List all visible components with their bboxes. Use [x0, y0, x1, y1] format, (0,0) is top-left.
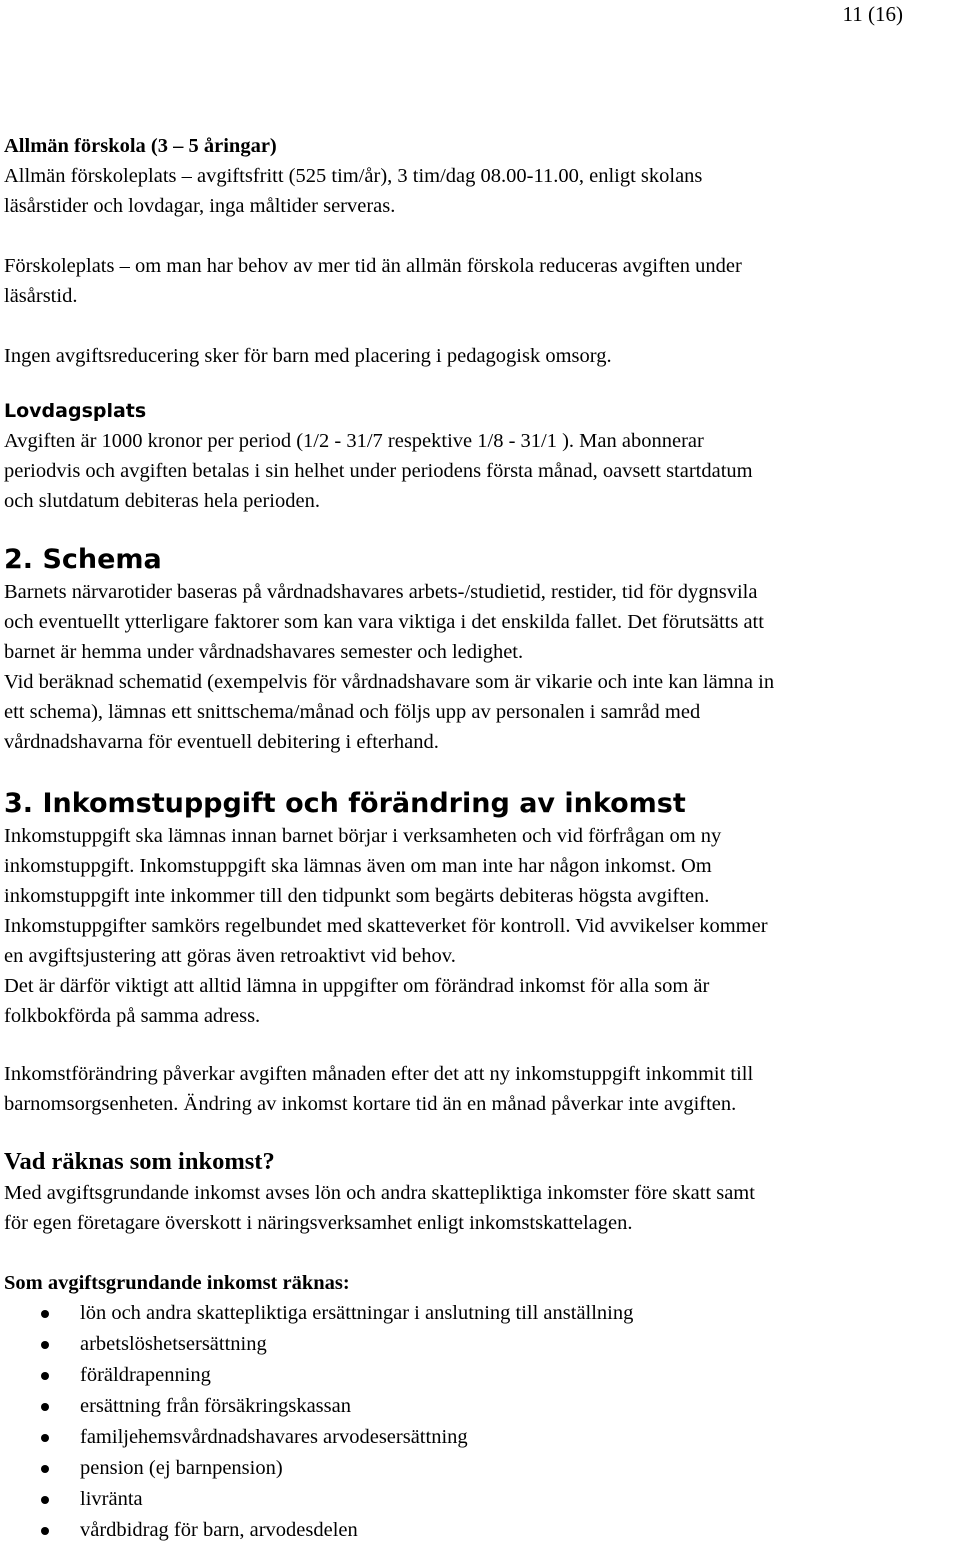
text-line: barnet är hemma under vårdnadshavares semester och ledighet.: [4, 641, 524, 663]
heading-inkomstuppgift: 3. Inkomstuppgift och förändring av inkomst: [4, 788, 686, 819]
text-line: Avgiften är 1000 kronor per period (1/2 - 31/7 respektive 1/8 - 31/1 ). Man abonnerar: [4, 430, 704, 452]
text-line: Inkomstuppgift ska lämnas innan barnet börjar i verksamheten och vid förfrågan om ny: [4, 825, 722, 847]
list-item-label: vårdbidrag för barn, arvodesdelen: [80, 1519, 358, 1541]
text-line: Förskoleplats – om man har behov av mer tid än allmän förskola reduceras avgiften under: [4, 255, 742, 277]
list-item-label: ersättning från försäkringskassan: [80, 1395, 351, 1417]
text-line: ett schema), lämnas ett snittschema/månad och följs upp av personalen i samråd med: [4, 701, 701, 723]
heading-schema: 2. Schema: [4, 544, 162, 575]
text-line: vårdnadshavarna för eventuell debitering i efterhand.: [4, 731, 439, 753]
text-line: och eventuellt ytterligare faktorer som kan vara viktiga i det enskilda fallet. Det förutsätts att: [4, 611, 764, 633]
list-item-label: föräldrapenning: [80, 1364, 211, 1386]
list-item: [4, 1422, 960, 1453]
text-line: för egen företagare överskott i näringsverksamhet enligt inkomstskattelagen.: [4, 1212, 633, 1234]
list-item-label: arbetslöshetsersättning: [80, 1333, 267, 1355]
bullet-icon: [41, 1496, 49, 1504]
list-item-label: familjehemsvårdnadshavares arvodesersättning: [80, 1426, 468, 1448]
text-line: barnomsorgsenheten. Ändring av inkomst kortare tid än en månad påverkar inte avgiften.: [4, 1093, 737, 1115]
list-item-label: livränta: [80, 1488, 143, 1510]
text-line: läsårstid.: [4, 285, 78, 307]
heading-som-avgiftsgrundande: Som avgiftsgrundande inkomst räknas:: [4, 1272, 350, 1294]
list-item: [4, 1329, 960, 1360]
bullet-icon: [41, 1434, 49, 1442]
list-item: [4, 1515, 960, 1546]
heading-allman-forskola: Allmän förskola (3 – 5 åringar): [4, 135, 277, 157]
list-item: [4, 1484, 960, 1515]
page-number: 11 (16): [842, 2, 903, 26]
bullet-icon: [41, 1465, 49, 1473]
text-line: Det är därför viktigt att alltid lämna in uppgifter om förändrad inkomst för alla som är: [4, 975, 710, 997]
text-line: en avgiftsjustering att göras även retroaktivt vid behov.: [4, 945, 456, 967]
text-line: och slutdatum debiteras hela perioden.: [4, 490, 320, 512]
text-line: folkbokförda på samma adress.: [4, 1005, 261, 1027]
text-line: Barnets närvarotider baseras på vårdnadshavares arbets-/studietid, restider, tid för dygnsvila: [4, 581, 758, 603]
text-line: inkomstuppgift inte inkommer till den tidpunkt som begärts debiteras högsta avgiften.: [4, 885, 710, 907]
text-line: läsårstider och lovdagar, inga måltider serveras.: [4, 195, 396, 217]
list-item-label: pension (ej barnpension): [80, 1457, 283, 1479]
text-line: Allmän förskoleplats – avgiftsfritt (525 tim/år), 3 tim/dag 08.00-11.00, enligt skolans: [4, 165, 703, 187]
heading-vad-raknas: Vad räknas som inkomst?: [4, 1148, 275, 1175]
text-line: Med avgiftsgrundande inkomst avses lön och andra skattepliktiga inkomster före skatt samt: [4, 1182, 755, 1204]
bullet-icon: [41, 1403, 49, 1411]
list-item: [4, 1298, 960, 1329]
text-line: periodvis och avgiften betalas i sin helhet under periodens första månad, oavsett startdatum: [4, 460, 753, 482]
list-item-label: lön och andra skattepliktiga ersättningar i anslutning till anställning: [80, 1302, 634, 1324]
bullet-icon: [41, 1372, 49, 1380]
list-item: [4, 1391, 960, 1422]
text-line: Inkomstuppgifter samkörs regelbundet med skatteverket för kontroll. Vid avvikelser kommer: [4, 915, 768, 937]
bullet-icon: [41, 1527, 49, 1535]
text-line: Vid beräknad schematid (exempelvis för vårdnadshavare som är vikarie och inte kan lämna in: [4, 671, 775, 693]
income-list: [4, 1298, 960, 1546]
bullet-icon: [41, 1341, 49, 1349]
list-item: [4, 1360, 960, 1391]
text-line: inkomstuppgift. Inkomstuppgift ska lämnas även om man inte har någon inkomst. Om: [4, 855, 712, 877]
text-line: Inkomstförändring påverkar avgiften månaden efter det att ny inkomstuppgift inkommit till: [4, 1063, 754, 1085]
bullet-icon: [41, 1310, 49, 1318]
text-line: Ingen avgiftsreducering sker för barn med placering i pedagogisk omsorg.: [4, 345, 612, 367]
document-body: [4, 131, 960, 1546]
list-item: [4, 1453, 960, 1484]
heading-lovdagsplats: Lovdagsplats: [4, 400, 147, 422]
